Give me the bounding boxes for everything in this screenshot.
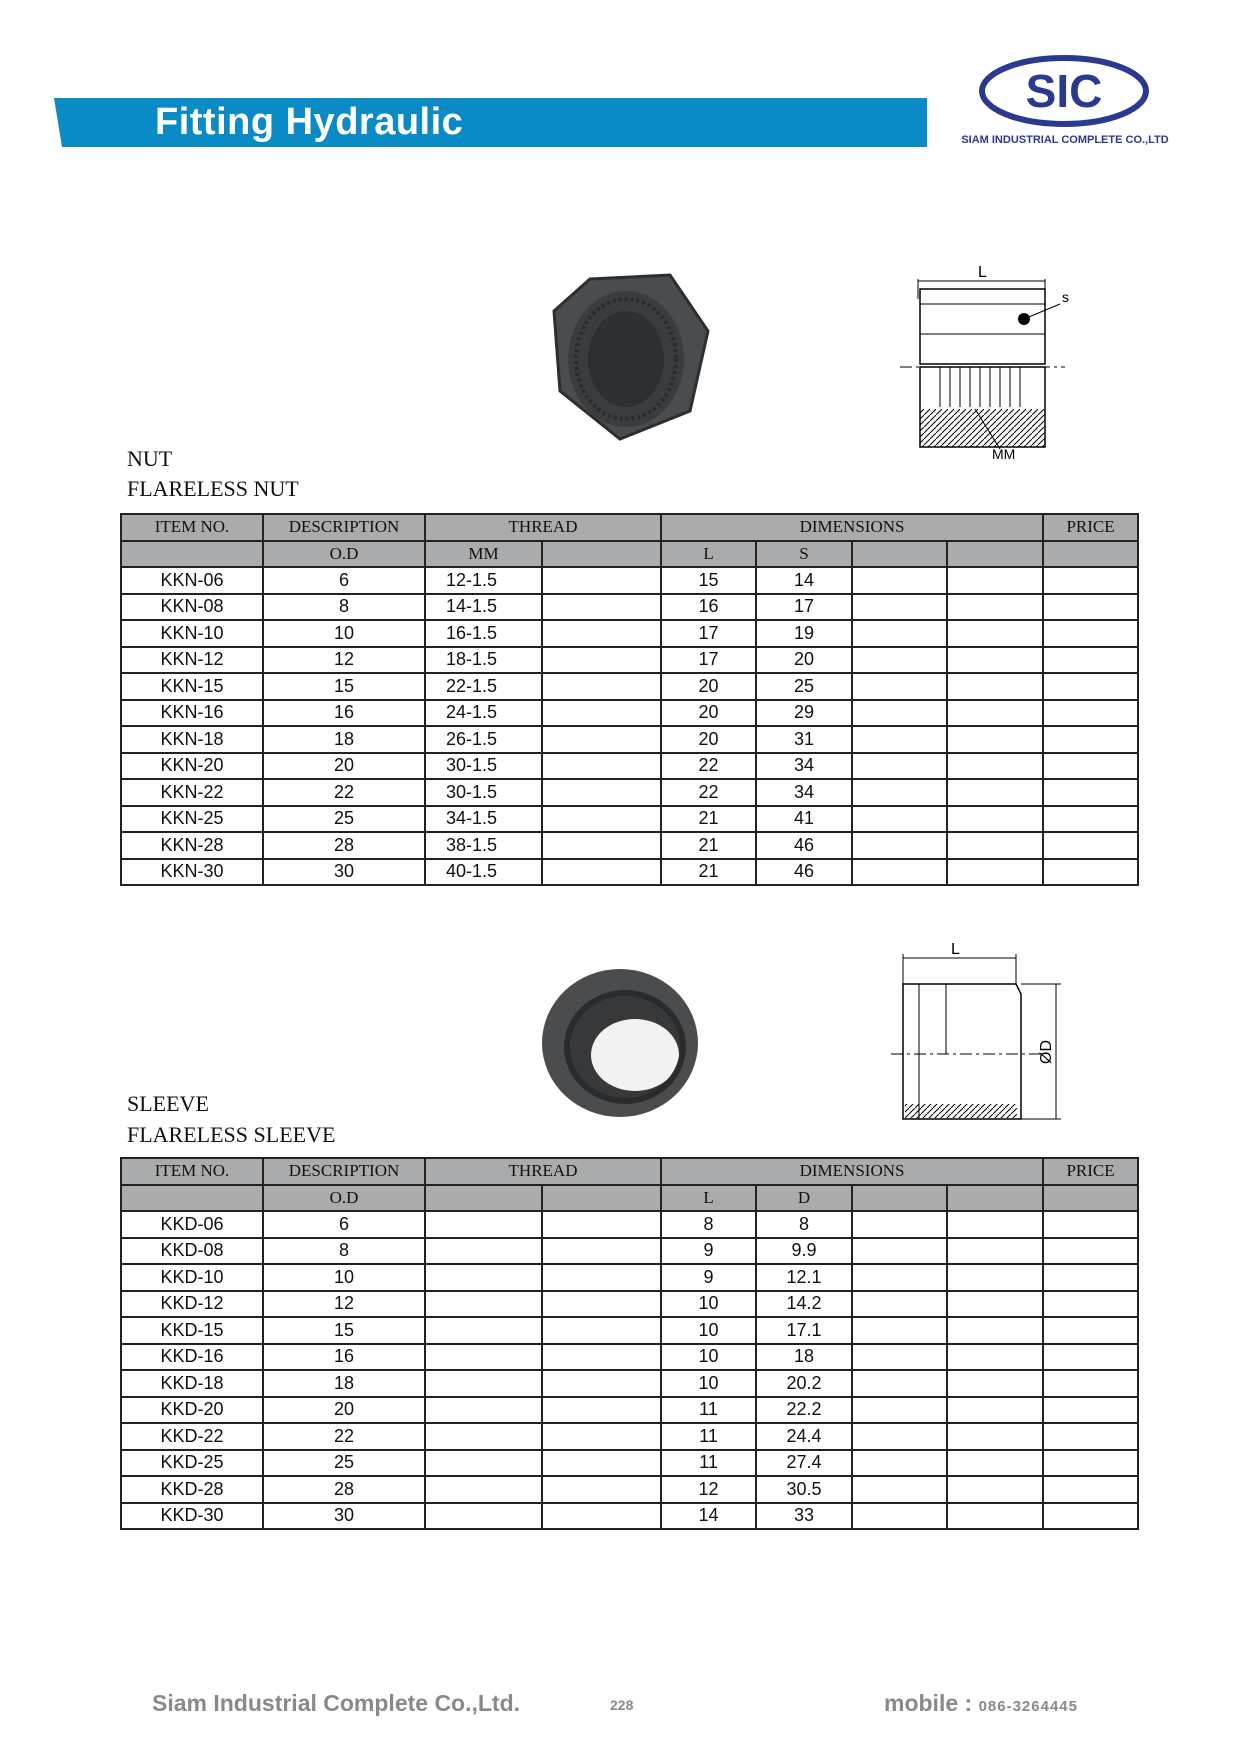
sleeve-title: SLEEVE xyxy=(127,1091,209,1116)
dim2-cell: 30.5 xyxy=(756,1476,852,1503)
od-cell: 30 xyxy=(263,859,425,886)
price-cell xyxy=(1043,1503,1138,1530)
dim1-cell: 20 xyxy=(661,673,756,700)
subheader-blank xyxy=(121,1185,263,1212)
empty-cell xyxy=(852,753,947,780)
footer-mobile xyxy=(884,1690,1078,1717)
dim2-cell: 29 xyxy=(756,700,852,727)
dim1-cell: 11 xyxy=(661,1397,756,1424)
page-title: Fitting Hydraulic xyxy=(155,101,464,143)
thread-mm-cell xyxy=(425,1423,542,1450)
thread-mm-cell xyxy=(425,1211,542,1238)
item-no-cell: KKN-28 xyxy=(121,832,263,859)
col-header-thread: THREAD xyxy=(425,514,661,541)
price-cell xyxy=(1043,1317,1138,1344)
dim1-cell: 10 xyxy=(661,1344,756,1371)
empty-cell xyxy=(542,620,661,647)
price-cell xyxy=(1043,673,1138,700)
dim1-cell: 20 xyxy=(661,700,756,727)
sleeve-photo xyxy=(539,961,701,1121)
empty-cell xyxy=(947,806,1043,833)
table-row xyxy=(121,1370,1138,1397)
subheader-blank xyxy=(852,541,947,568)
empty-cell xyxy=(852,1238,947,1265)
empty-cell xyxy=(947,1450,1043,1477)
footer-company: Siam Industrial Complete Co.,Ltd. xyxy=(152,1690,521,1716)
empty-cell xyxy=(852,1291,947,1318)
price-cell xyxy=(1043,832,1138,859)
price-cell xyxy=(1043,726,1138,753)
empty-cell xyxy=(947,779,1043,806)
svg-text:SIC: SIC xyxy=(1025,65,1103,117)
empty-cell xyxy=(542,700,661,727)
dim2-cell: 20.2 xyxy=(756,1370,852,1397)
empty-cell xyxy=(947,647,1043,674)
price-cell xyxy=(1043,1344,1138,1371)
od-cell: 25 xyxy=(263,806,425,833)
dim2-cell: 17 xyxy=(756,594,852,621)
thread-mm-cell: 38-1.5 xyxy=(425,832,542,859)
nut-subtitle: FLARELESS NUT xyxy=(127,476,299,501)
empty-cell xyxy=(947,700,1043,727)
dim1-cell: 14 xyxy=(661,1503,756,1530)
header-row xyxy=(121,1158,1138,1185)
sleeve-spec-table xyxy=(120,1157,1139,1530)
empty-cell xyxy=(852,647,947,674)
table-row xyxy=(121,726,1138,753)
od-cell: 12 xyxy=(263,1291,425,1318)
empty-cell xyxy=(947,859,1043,886)
dim1-cell: 15 xyxy=(661,567,756,594)
od-cell: 6 xyxy=(263,1211,425,1238)
empty-cell xyxy=(947,1423,1043,1450)
header-row xyxy=(121,514,1138,541)
empty-cell xyxy=(852,1344,947,1371)
empty-cell xyxy=(947,673,1043,700)
dim1-cell: 9 xyxy=(661,1238,756,1265)
empty-cell xyxy=(542,1238,661,1265)
dim1-cell: 21 xyxy=(661,859,756,886)
od-cell: 18 xyxy=(263,726,425,753)
empty-cell xyxy=(542,567,661,594)
table-row xyxy=(121,1450,1138,1477)
sleeve-drawing xyxy=(891,934,1077,1130)
thread-mm-cell xyxy=(425,1317,542,1344)
price-cell xyxy=(1043,620,1138,647)
dim1-cell: 22 xyxy=(661,753,756,780)
col-header-dimensions: DIMENSIONS xyxy=(661,514,1043,541)
empty-cell xyxy=(852,1476,947,1503)
subheader-od: O.D xyxy=(263,1185,425,1212)
nut-drawing xyxy=(900,259,1080,464)
col-header-dimensions: DIMENSIONS xyxy=(661,1158,1043,1185)
item-no-cell: KKD-08 xyxy=(121,1238,263,1265)
table-row xyxy=(121,567,1138,594)
empty-cell xyxy=(947,1317,1043,1344)
nut-title: NUT xyxy=(127,446,173,471)
price-cell xyxy=(1043,1211,1138,1238)
item-no-cell: KKN-15 xyxy=(121,673,263,700)
thread-mm-cell xyxy=(425,1503,542,1530)
price-cell xyxy=(1043,647,1138,674)
svg-text:ØD: ØD xyxy=(1038,1040,1055,1064)
item-no-cell: KKD-16 xyxy=(121,1344,263,1371)
page-number: 228 xyxy=(610,1697,634,1713)
empty-cell xyxy=(947,1397,1043,1424)
od-cell: 6 xyxy=(263,567,425,594)
col-header-thread: THREAD xyxy=(425,1158,661,1185)
empty-cell xyxy=(542,859,661,886)
svg-text:MM: MM xyxy=(992,446,1016,462)
subheader-dim2: D xyxy=(756,1185,852,1212)
table-row xyxy=(121,1423,1138,1450)
empty-cell xyxy=(542,1370,661,1397)
dim2-cell: 46 xyxy=(756,832,852,859)
thread-mm-cell: 40-1.5 xyxy=(425,859,542,886)
empty-cell xyxy=(542,1264,661,1291)
dim2-cell: 14.2 xyxy=(756,1291,852,1318)
svg-text:L: L xyxy=(951,941,960,958)
empty-cell xyxy=(542,806,661,833)
table-row xyxy=(121,859,1138,886)
empty-cell xyxy=(852,567,947,594)
dim2-cell: 24.4 xyxy=(756,1423,852,1450)
od-cell: 20 xyxy=(263,753,425,780)
item-no-cell: KKN-30 xyxy=(121,859,263,886)
thread-mm-cell: 30-1.5 xyxy=(425,779,542,806)
table-row xyxy=(121,647,1138,674)
thread-mm-cell: 18-1.5 xyxy=(425,647,542,674)
empty-cell xyxy=(542,1476,661,1503)
price-cell xyxy=(1043,1423,1138,1450)
empty-cell xyxy=(542,594,661,621)
price-cell xyxy=(1043,567,1138,594)
empty-cell xyxy=(852,1317,947,1344)
od-cell: 10 xyxy=(263,1264,425,1291)
subheader-blank xyxy=(852,1185,947,1212)
subheader-dim1: L xyxy=(661,1185,756,1212)
item-no-cell: KKD-28 xyxy=(121,1476,263,1503)
empty-cell xyxy=(542,1423,661,1450)
subheader-mm: MM xyxy=(425,541,542,568)
table-row xyxy=(121,806,1138,833)
empty-cell xyxy=(852,1211,947,1238)
table-row xyxy=(121,1344,1138,1371)
empty-cell xyxy=(947,1291,1043,1318)
thread-mm-cell: 12-1.5 xyxy=(425,567,542,594)
empty-cell xyxy=(852,1264,947,1291)
empty-cell xyxy=(542,726,661,753)
item-no-cell: KKN-18 xyxy=(121,726,263,753)
od-cell: 15 xyxy=(263,1317,425,1344)
dim2-cell: 14 xyxy=(756,567,852,594)
od-cell: 18 xyxy=(263,1370,425,1397)
subheader-od: O.D xyxy=(263,541,425,568)
subheader-blank xyxy=(542,1185,661,1212)
dim2-cell: 41 xyxy=(756,806,852,833)
empty-cell xyxy=(542,1317,661,1344)
empty-cell xyxy=(852,1503,947,1530)
dim1-cell: 10 xyxy=(661,1291,756,1318)
svg-text:s: s xyxy=(1062,289,1069,305)
od-cell: 16 xyxy=(263,1344,425,1371)
od-cell: 22 xyxy=(263,1423,425,1450)
price-cell xyxy=(1043,1238,1138,1265)
od-cell: 15 xyxy=(263,673,425,700)
empty-cell xyxy=(947,832,1043,859)
empty-cell xyxy=(852,832,947,859)
table-row xyxy=(121,1317,1138,1344)
item-no-cell: KKN-20 xyxy=(121,753,263,780)
empty-cell xyxy=(947,1344,1043,1371)
empty-cell xyxy=(947,1503,1043,1530)
item-no-cell: KKN-08 xyxy=(121,594,263,621)
thread-mm-cell: 24-1.5 xyxy=(425,700,542,727)
empty-cell xyxy=(542,1397,661,1424)
empty-cell xyxy=(947,567,1043,594)
table-row xyxy=(121,1291,1138,1318)
empty-cell xyxy=(852,594,947,621)
item-no-cell: KKN-12 xyxy=(121,647,263,674)
price-cell xyxy=(1043,779,1138,806)
empty-cell xyxy=(947,1264,1043,1291)
empty-cell xyxy=(852,620,947,647)
dim2-cell: 12.1 xyxy=(756,1264,852,1291)
empty-cell xyxy=(852,859,947,886)
empty-cell xyxy=(947,1211,1043,1238)
empty-cell xyxy=(852,726,947,753)
thread-mm-cell: 34-1.5 xyxy=(425,806,542,833)
empty-cell xyxy=(947,1370,1043,1397)
thread-mm-cell xyxy=(425,1344,542,1371)
empty-cell xyxy=(542,647,661,674)
thread-mm-cell xyxy=(425,1397,542,1424)
empty-cell xyxy=(542,779,661,806)
dim2-cell: 18 xyxy=(756,1344,852,1371)
dim1-cell: 10 xyxy=(661,1317,756,1344)
col-header-item: ITEM NO. xyxy=(121,514,263,541)
thread-mm-cell xyxy=(425,1450,542,1477)
price-cell xyxy=(1043,594,1138,621)
thread-mm-cell: 22-1.5 xyxy=(425,673,542,700)
empty-cell xyxy=(542,1291,661,1318)
empty-cell xyxy=(542,1450,661,1477)
empty-cell xyxy=(947,1238,1043,1265)
subheader-blank xyxy=(1043,1185,1138,1212)
item-no-cell: KKD-15 xyxy=(121,1317,263,1344)
sleeve-subtitle: FLARELESS SLEEVE xyxy=(127,1122,336,1147)
price-cell xyxy=(1043,1264,1138,1291)
dim2-cell: 22.2 xyxy=(756,1397,852,1424)
dim2-cell: 9.9 xyxy=(756,1238,852,1265)
dim2-cell: 31 xyxy=(756,726,852,753)
item-no-cell: KKD-18 xyxy=(121,1370,263,1397)
subheader-blank xyxy=(947,541,1043,568)
od-cell: 10 xyxy=(263,620,425,647)
dim1-cell: 17 xyxy=(661,620,756,647)
od-cell: 25 xyxy=(263,1450,425,1477)
item-no-cell: KKD-10 xyxy=(121,1264,263,1291)
dim2-cell: 8 xyxy=(756,1211,852,1238)
nut-photo xyxy=(550,271,713,441)
empty-cell xyxy=(852,1397,947,1424)
table-row xyxy=(121,673,1138,700)
empty-cell xyxy=(852,1423,947,1450)
price-cell xyxy=(1043,700,1138,727)
price-cell xyxy=(1043,753,1138,780)
mobile-label: mobile : xyxy=(884,1690,973,1716)
empty-cell xyxy=(542,1503,661,1530)
thread-mm-cell: 26-1.5 xyxy=(425,726,542,753)
thread-mm-cell: 16-1.5 xyxy=(425,620,542,647)
item-no-cell: KKD-25 xyxy=(121,1450,263,1477)
sic-logo xyxy=(978,54,1150,128)
dim1-cell: 8 xyxy=(661,1211,756,1238)
dim1-cell: 20 xyxy=(661,726,756,753)
od-cell: 16 xyxy=(263,700,425,727)
item-no-cell: KKD-30 xyxy=(121,1503,263,1530)
table-row xyxy=(121,1238,1138,1265)
subheader-dim1: L xyxy=(661,541,756,568)
price-cell xyxy=(1043,1291,1138,1318)
subheader-blank xyxy=(121,541,263,568)
thread-mm-cell: 30-1.5 xyxy=(425,753,542,780)
item-no-cell: KKD-20 xyxy=(121,1397,263,1424)
dim1-cell: 11 xyxy=(661,1423,756,1450)
subheader-row xyxy=(121,1185,1138,1212)
table-row xyxy=(121,1476,1138,1503)
price-cell xyxy=(1043,1450,1138,1477)
empty-cell xyxy=(852,779,947,806)
dim2-cell: 17.1 xyxy=(756,1317,852,1344)
dim2-cell: 33 xyxy=(756,1503,852,1530)
item-no-cell: KKD-12 xyxy=(121,1291,263,1318)
price-cell xyxy=(1043,1476,1138,1503)
dim2-cell: 34 xyxy=(756,779,852,806)
empty-cell xyxy=(947,753,1043,780)
item-no-cell: KKN-22 xyxy=(121,779,263,806)
dim1-cell: 9 xyxy=(661,1264,756,1291)
dim2-cell: 46 xyxy=(756,859,852,886)
od-cell: 8 xyxy=(263,1238,425,1265)
empty-cell xyxy=(852,700,947,727)
empty-cell xyxy=(852,1370,947,1397)
subheader-mm xyxy=(425,1185,542,1212)
od-cell: 12 xyxy=(263,647,425,674)
thread-mm-cell xyxy=(425,1291,542,1318)
od-cell: 20 xyxy=(263,1397,425,1424)
subheader-row xyxy=(121,541,1138,568)
dim2-cell: 34 xyxy=(756,753,852,780)
empty-cell xyxy=(542,753,661,780)
price-cell xyxy=(1043,1397,1138,1424)
table-row xyxy=(121,832,1138,859)
empty-cell xyxy=(542,1344,661,1371)
dim1-cell: 21 xyxy=(661,806,756,833)
nut-spec-table xyxy=(120,513,1139,886)
mobile-number: 086-3264445 xyxy=(978,1698,1078,1715)
empty-cell xyxy=(852,1450,947,1477)
thread-mm-cell xyxy=(425,1476,542,1503)
table-row xyxy=(121,779,1138,806)
dim2-cell: 25 xyxy=(756,673,852,700)
table-row xyxy=(121,620,1138,647)
thread-mm-cell xyxy=(425,1370,542,1397)
price-cell xyxy=(1043,859,1138,886)
dim2-cell: 27.4 xyxy=(756,1450,852,1477)
empty-cell xyxy=(947,594,1043,621)
subheader-blank xyxy=(1043,541,1138,568)
subheader-dim2: S xyxy=(756,541,852,568)
table-row xyxy=(121,1211,1138,1238)
dim1-cell: 12 xyxy=(661,1476,756,1503)
dim1-cell: 16 xyxy=(661,594,756,621)
item-no-cell: KKD-06 xyxy=(121,1211,263,1238)
table-row xyxy=(121,594,1138,621)
svg-text:L: L xyxy=(978,264,987,281)
empty-cell xyxy=(852,673,947,700)
item-no-cell: KKN-16 xyxy=(121,700,263,727)
dim2-cell: 19 xyxy=(756,620,852,647)
logo-company-name: SIAM INDUSTRIAL COMPLETE CO.,LTD xyxy=(961,134,1169,146)
empty-cell xyxy=(542,832,661,859)
thread-mm-cell xyxy=(425,1264,542,1291)
empty-cell xyxy=(947,620,1043,647)
item-no-cell: KKN-25 xyxy=(121,806,263,833)
table-row xyxy=(121,753,1138,780)
empty-cell xyxy=(947,726,1043,753)
od-cell: 28 xyxy=(263,832,425,859)
thread-mm-cell xyxy=(425,1238,542,1265)
col-header-description: DESCRIPTION xyxy=(263,514,425,541)
item-no-cell: KKD-22 xyxy=(121,1423,263,1450)
col-header-price: PRICE xyxy=(1043,1158,1138,1185)
table-row xyxy=(121,1503,1138,1530)
subheader-blank xyxy=(947,1185,1043,1212)
od-cell: 30 xyxy=(263,1503,425,1530)
col-header-item: ITEM NO. xyxy=(121,1158,263,1185)
col-header-description: DESCRIPTION xyxy=(263,1158,425,1185)
od-cell: 8 xyxy=(263,594,425,621)
item-no-cell: KKN-10 xyxy=(121,620,263,647)
dim1-cell: 22 xyxy=(661,779,756,806)
empty-cell xyxy=(852,806,947,833)
empty-cell xyxy=(542,1211,661,1238)
col-header-price: PRICE xyxy=(1043,514,1138,541)
price-cell xyxy=(1043,1370,1138,1397)
thread-mm-cell: 14-1.5 xyxy=(425,594,542,621)
empty-cell xyxy=(542,673,661,700)
dim1-cell: 17 xyxy=(661,647,756,674)
dim1-cell: 21 xyxy=(661,832,756,859)
table-row xyxy=(121,700,1138,727)
table-row xyxy=(121,1264,1138,1291)
dim2-cell: 20 xyxy=(756,647,852,674)
empty-cell xyxy=(947,1476,1043,1503)
dim1-cell: 11 xyxy=(661,1450,756,1477)
subheader-blank xyxy=(542,541,661,568)
od-cell: 28 xyxy=(263,1476,425,1503)
table-row xyxy=(121,1397,1138,1424)
item-no-cell: KKN-06 xyxy=(121,567,263,594)
od-cell: 22 xyxy=(263,779,425,806)
price-cell xyxy=(1043,806,1138,833)
dim1-cell: 10 xyxy=(661,1370,756,1397)
